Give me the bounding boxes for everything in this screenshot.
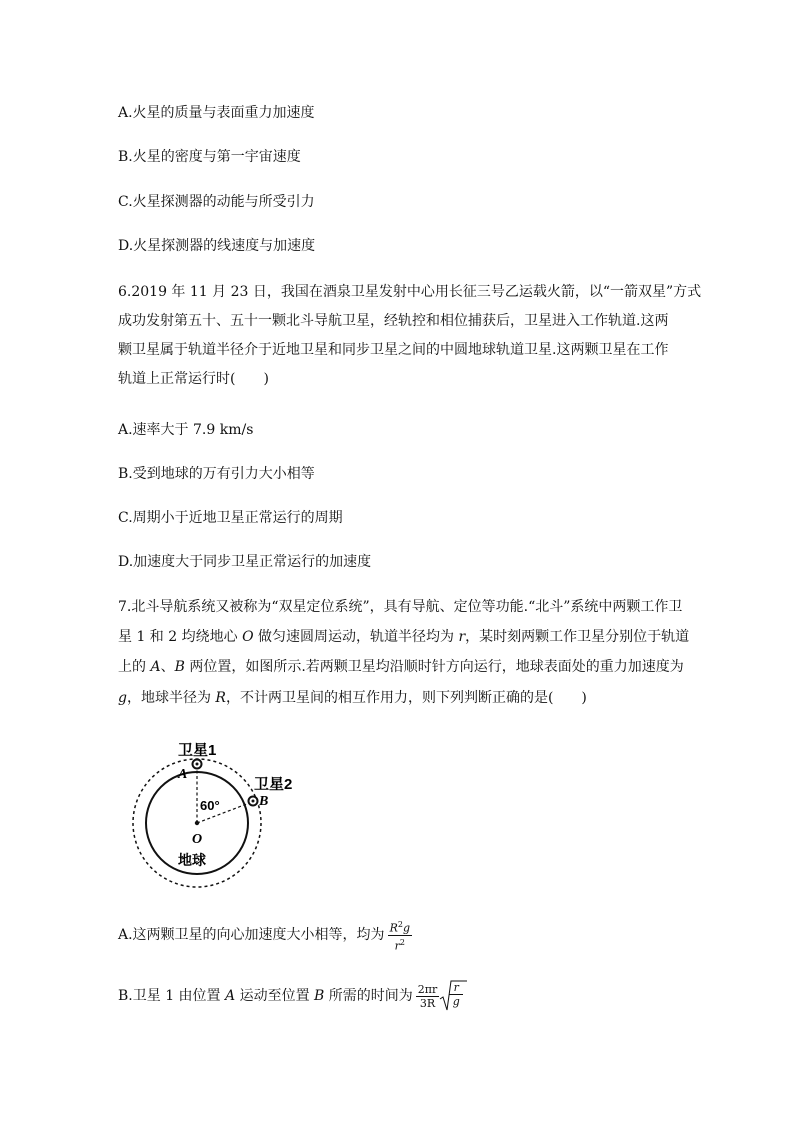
formula-r2g-over-r2: $\frac{R^2g}{r^2}$ <box>389 920 410 953</box>
q7-stem-line-3: 上的 A、B 两位置，如图所示.若两颗卫星均沿顺时针方向运行，地球表面处的重力加速度为 <box>118 659 684 675</box>
q6-option-d: D.加速度大于同步卫星正常运行的加速度 <box>118 554 372 570</box>
q5-option-c: C.火星探测器的动能与所受引力 <box>118 194 315 210</box>
q7-stem-line-1: 7.北斗导航系统又被称为“双星定位系统”，具有导航、定位等功能.“北斗”系统中两颗工作卫 <box>118 599 683 615</box>
q5-option-b: B.火星的密度与第一宇宙速度 <box>118 149 301 165</box>
satellite-2-icon <box>249 797 258 806</box>
center-point <box>195 821 199 825</box>
q5-option-a: A.火星的质量与表面重力加速度 <box>118 105 315 121</box>
earth-label: 地球 <box>178 852 206 868</box>
q6-option-a: A.速率大于 7.9 km/s <box>118 422 254 438</box>
satellite-1-label: 卫星1 <box>178 742 217 759</box>
q6-stem-line-2: 成功发射第五十、五十一颗北斗导航卫星，经轨控和相位捕获后，卫星进入工作轨道.这两 <box>118 313 669 329</box>
q6-option-c: C.周期小于近地卫星正常运行的周期 <box>118 510 343 526</box>
orbit-diagram <box>128 735 308 895</box>
q7-option-b: B.卫星 1 由位置 A 运动至位置 B 所需的时间为 $\frac{2\pi r}{3R}$ r g <box>118 980 467 1012</box>
label-o: O <box>192 832 203 847</box>
q7-option-a: A.这两颗卫星的向心加速度大小相等，均为 $\frac{R^2g}{r^2}$ <box>118 920 410 953</box>
q5-option-d: D.火星探测器的线速度与加速度 <box>118 238 316 254</box>
q6-stem-line-3: 颗卫星属于轨道半径介于近地卫星和同步卫星之间的中圆地球轨道卫星.这两颗卫星在工作 <box>118 342 669 358</box>
satellite-2-label: 卫星2 <box>254 776 293 793</box>
angle-label: 60° <box>200 798 220 813</box>
q7-stem-line-4: g，地球半径为 R，不计两卫星间的相互作用力，则下列判断正确的是( ) <box>118 690 587 706</box>
formula-sqrt-r-over-g: r g <box>439 980 467 1012</box>
q6-stem-line-1: 6.2019 年 11 月 23 日，我国在酒泉卫星发射中心用长征三号乙运载火箭，以“一箭双星”方式 <box>118 284 702 300</box>
label-a: A <box>178 767 188 782</box>
q6-stem-line-4: 轨道上正常运行时( ) <box>118 371 269 387</box>
satellite-1-icon <box>193 760 202 769</box>
label-b: B <box>259 794 269 809</box>
formula-2pir-over-3r: $\frac{2\pi r}{3R}$ <box>417 982 438 1010</box>
q7-stem-line-2: 星 1 和 2 均绕地心 O 做匀速圆周运动，轨道半径均为 r，某时刻两颗工作卫星分别位于轨道 <box>118 629 690 645</box>
q6-option-b: B.受到地球的万有引力大小相等 <box>118 466 315 482</box>
